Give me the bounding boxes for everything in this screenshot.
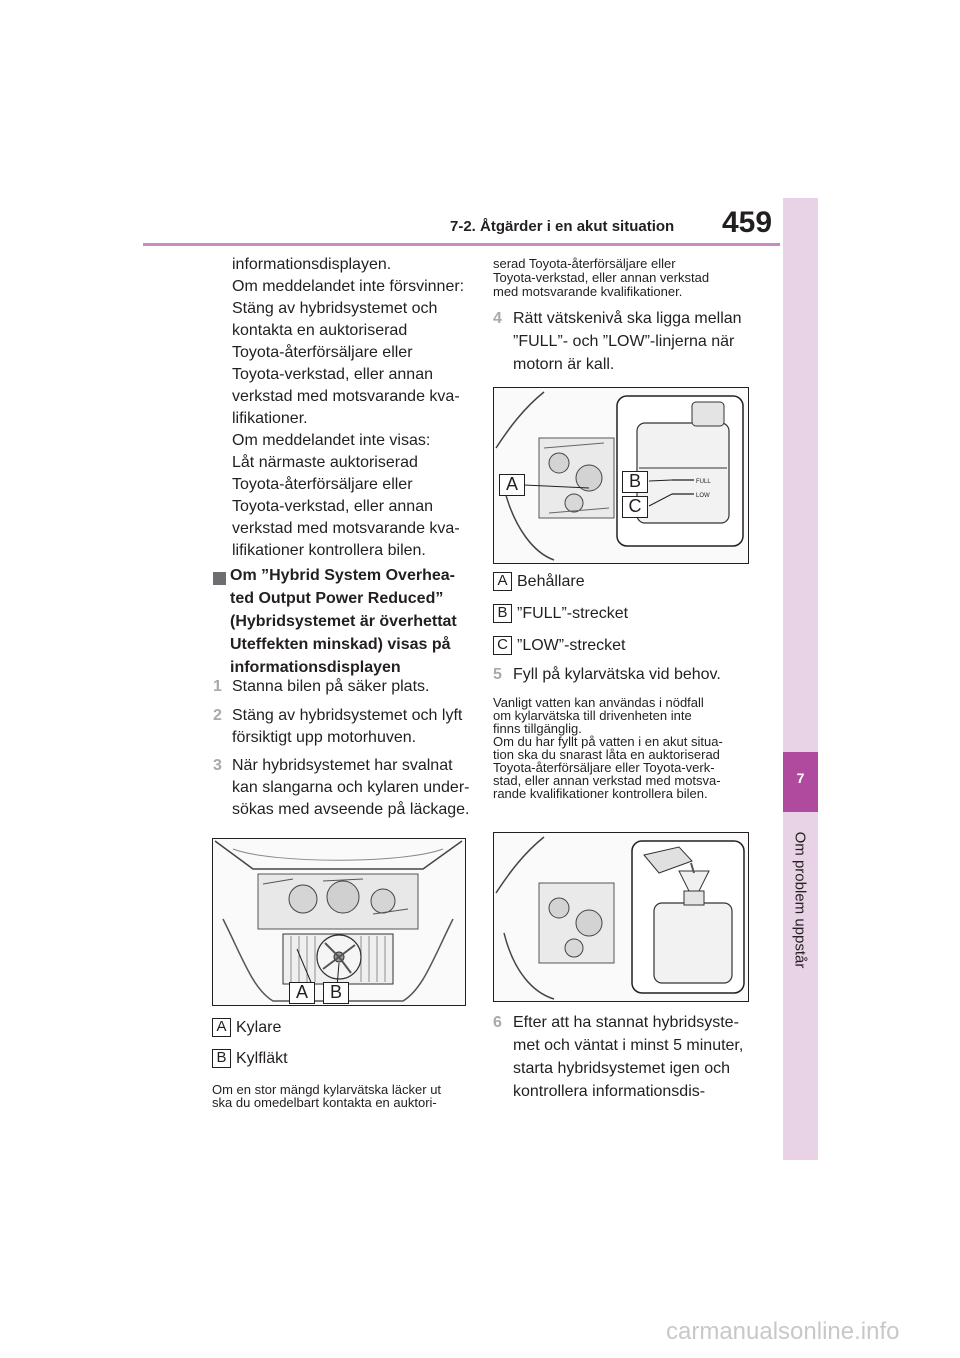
intro-line: verkstad med motsvarande kva- bbox=[232, 388, 460, 405]
intro-line: kontakta en auktoriserad bbox=[232, 322, 408, 339]
figure-label: C bbox=[622, 496, 648, 518]
legend-key: A bbox=[212, 1018, 231, 1037]
note-line: Om du har fyllt på vatten i en akut situa- bbox=[493, 734, 723, 749]
step-text: met och väntat i minst 5 minuter, bbox=[513, 1037, 744, 1054]
section-heading-line: ted Output Power Reduced” bbox=[230, 590, 444, 607]
step-number: 5 bbox=[493, 666, 502, 683]
step-number: 6 bbox=[493, 1014, 502, 1031]
step-text: kontrollera informationsdis- bbox=[513, 1083, 706, 1100]
reservoir-drawing bbox=[494, 388, 747, 562]
step-text: ”FULL”- och ”LOW”-linjerna när bbox=[513, 333, 735, 350]
step-text: Stäng av hybridsystemet och lyft bbox=[232, 707, 463, 724]
legend-key: C bbox=[493, 636, 512, 655]
legend-text: ”LOW”-strecket bbox=[517, 637, 626, 654]
step-number: 2 bbox=[213, 707, 222, 724]
step-number: 3 bbox=[213, 757, 222, 774]
step-text: Efter att ha stannat hybridsyste- bbox=[513, 1014, 739, 1031]
step-number: 1 bbox=[213, 678, 222, 695]
intro-line: Toyota-återförsäljare eller bbox=[232, 344, 413, 361]
note-line: med motsvarande kvalifikationer. bbox=[493, 284, 683, 299]
step-text: När hybridsystemet har svalnat bbox=[232, 757, 453, 774]
step-text: sökas med avseende på läckage. bbox=[232, 801, 470, 818]
intro-line: Om meddelandet inte visas: bbox=[232, 432, 431, 449]
coolant-reservoir-illustration bbox=[493, 387, 749, 564]
legend-text: Behållare bbox=[517, 573, 585, 590]
intro-line: Toyota-verkstad, eller annan bbox=[232, 366, 433, 383]
step-text: motorn är kall. bbox=[513, 356, 615, 373]
step-text: Rätt vätskenivå ska ligga mellan bbox=[513, 310, 742, 327]
full-mark: FULL bbox=[696, 479, 711, 485]
legend-text: Kylfläkt bbox=[236, 1050, 288, 1067]
intro-line: Om meddelandet inte försvinner: bbox=[232, 278, 465, 295]
note-line: Vanligt vatten kan användas i nödfall bbox=[493, 695, 704, 710]
section-title: 7-2. Åtgärder i en akut situation bbox=[450, 218, 675, 235]
note-line: Om en stor mängd kylarvätska läcker ut bbox=[212, 1082, 442, 1097]
chapter-side-tab bbox=[783, 198, 818, 1160]
intro-line: Låt närmaste auktoriserad bbox=[232, 454, 418, 471]
header-divider bbox=[143, 243, 780, 246]
note-line: Toyota-verkstad, eller annan verkstad bbox=[493, 270, 710, 285]
note-line: finns tillgänglig. bbox=[493, 721, 582, 736]
figure-label: B bbox=[622, 471, 648, 493]
refill-drawing bbox=[494, 833, 747, 1000]
step-text: Fyll på kylarvätska vid behov. bbox=[513, 666, 721, 683]
intro-line: Toyota-verkstad, eller annan bbox=[232, 498, 433, 515]
legend-key: B bbox=[493, 604, 512, 623]
watermark: carmanualsonline.info bbox=[666, 1318, 900, 1345]
section-heading-line: Uteffekten minskad) visas på bbox=[230, 636, 451, 653]
intro-line: lifikationer kontrollera bilen. bbox=[232, 542, 426, 559]
section-heading-line: Om ”Hybrid System Overhea- bbox=[230, 567, 455, 584]
legend-key: A bbox=[493, 572, 512, 591]
chapter-title: Om problem uppstår bbox=[791, 831, 809, 969]
note-line: Toyota-återförsäljare eller Toyota-verk- bbox=[493, 760, 715, 775]
heading-bullet-icon bbox=[213, 572, 226, 585]
legend-key: B bbox=[212, 1049, 231, 1068]
intro-line: lifikationer. bbox=[232, 410, 308, 427]
note-line: serad Toyota-återförsäljare eller bbox=[493, 256, 676, 271]
note-line: stad, eller annan verkstad med motsva- bbox=[493, 773, 721, 788]
intro-line: Toyota-återförsäljare eller bbox=[232, 476, 413, 493]
engine-bay-radiator-illustration bbox=[212, 838, 466, 1006]
intro-line: verkstad med motsvarande kva- bbox=[232, 520, 460, 537]
radiator-drawing bbox=[213, 839, 464, 1004]
coolant-refill-illustration bbox=[493, 832, 749, 1002]
step-text: försiktigt upp motorhuven. bbox=[232, 729, 417, 746]
note-line: om kylarvätska till drivenheten inte bbox=[493, 708, 692, 723]
step-text: kan slangarna och kylaren under- bbox=[232, 779, 470, 796]
step-text: starta hybridsystemet igen och bbox=[513, 1060, 730, 1077]
step-number: 4 bbox=[493, 310, 502, 327]
figure-label: B bbox=[323, 982, 349, 1004]
legend-text: ”FULL”-strecket bbox=[517, 605, 629, 622]
figure-label: A bbox=[289, 982, 315, 1004]
section-heading-line: (Hybridsystemet är överhettat bbox=[230, 613, 457, 630]
note-line: ska du omedelbart kontakta en auktori- bbox=[212, 1095, 437, 1110]
chapter-number: 7 bbox=[796, 770, 805, 786]
section-heading-line: informationsdisplayen bbox=[230, 659, 401, 676]
low-mark: LOW bbox=[696, 493, 710, 499]
step-text: Stanna bilen på säker plats. bbox=[232, 678, 430, 695]
intro-line: informationsdisplayen. bbox=[232, 256, 392, 273]
note-line: rande kvalifikationer kontrollera bilen. bbox=[493, 786, 708, 801]
note-line: tion ska du snarast låta en auktoriserad bbox=[493, 747, 720, 762]
page-number: 459 bbox=[722, 206, 773, 239]
intro-line: Stäng av hybridsystemet och bbox=[232, 300, 438, 317]
legend-text: Kylare bbox=[236, 1019, 282, 1036]
figure-label: A bbox=[499, 474, 525, 496]
